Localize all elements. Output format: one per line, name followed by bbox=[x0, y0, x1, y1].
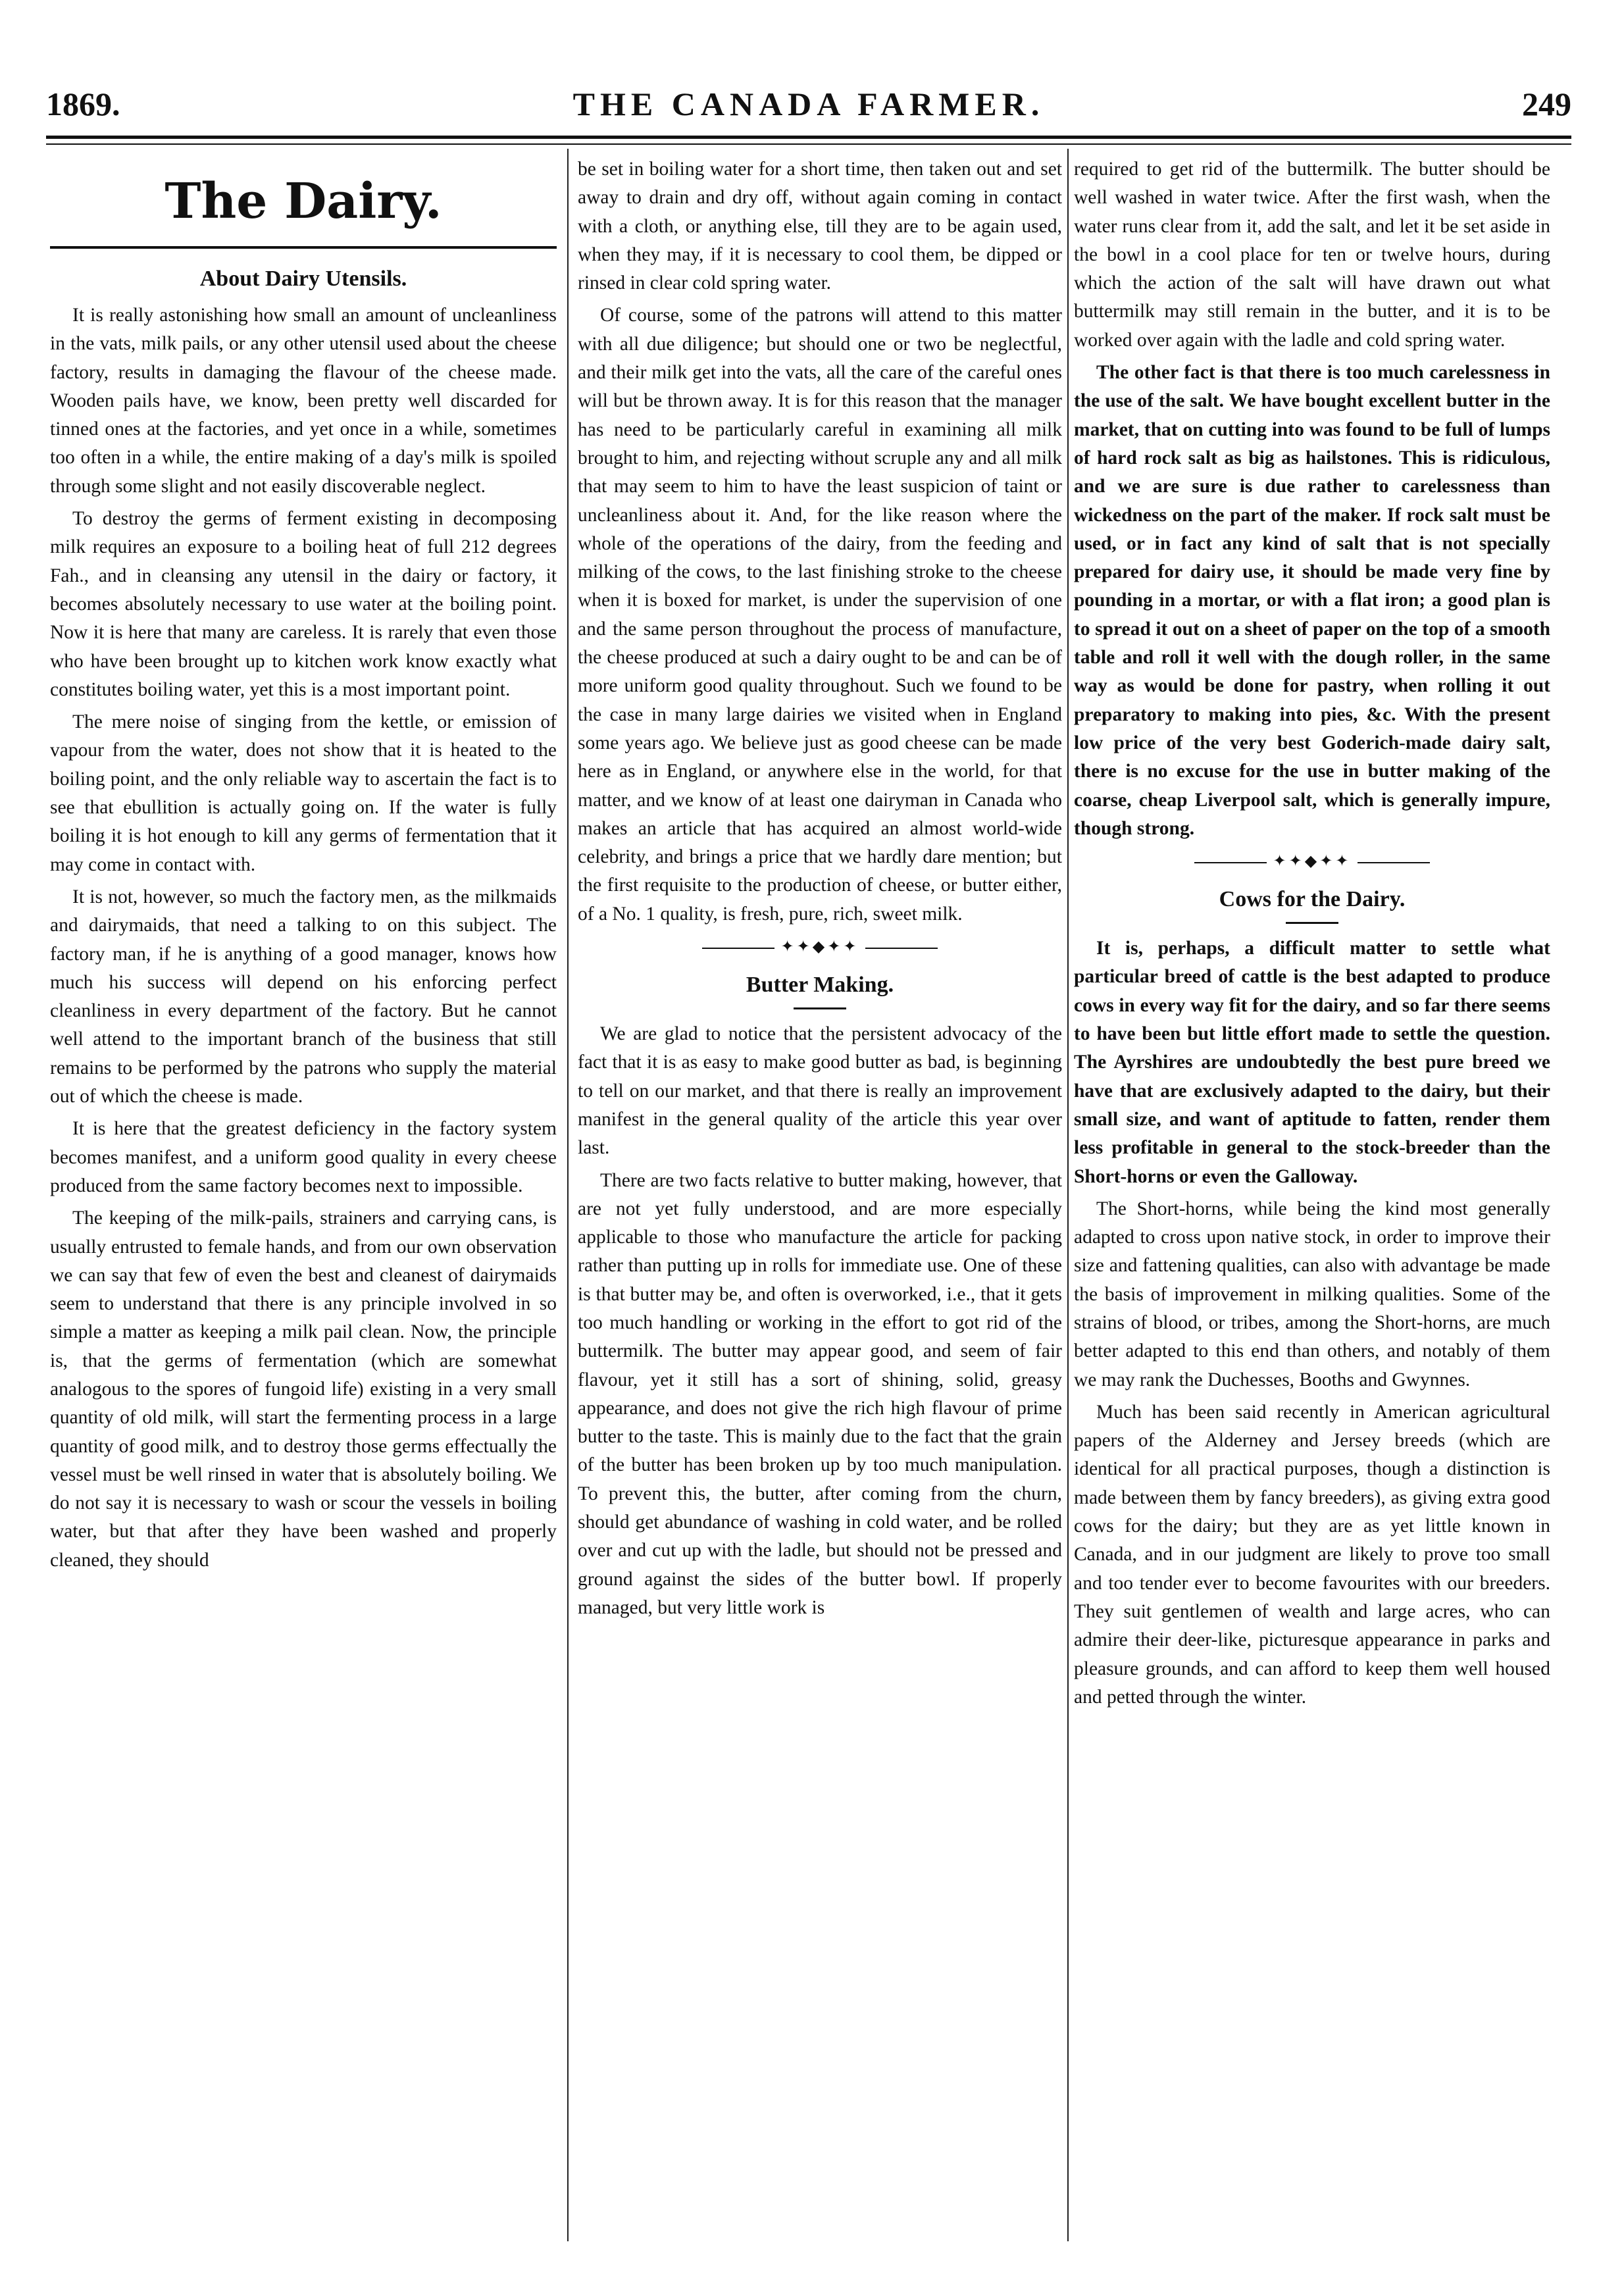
publication-title: THE CANADA FARMER. bbox=[572, 86, 1045, 122]
article-title: About Dairy Utensils. bbox=[199, 267, 407, 291]
column-3 bbox=[1074, 155, 1550, 2261]
masthead-rule-thin bbox=[46, 143, 1571, 145]
article-paragraph: required to get rid of the buttermilk. The butter should be well washed in water twice. After the first wash, when the water runs clear from it, add the salt, and let it be set aside in the bowl in a cool place for ten or twelve hours, during which the action of the salt will have drawn out what buttermilk may still remain in the butter, and it is to be worked over again with the ladle and cold spring water. bbox=[1074, 159, 1550, 351]
article-paragraph: To destroy the germs of ferment existing in decomposing milk requires an exposure to a boiling heat of full 212 degrees Fah., and in cleansing any utensil in the dairy or factory, it becomes absolutely necessary to use water at the boiling point. Now it is here that many are careless. It is rarely that even those who have been brought up to kitchen work know exactly what constitutes boiling water, yet this is a most important point. bbox=[50, 508, 557, 700]
column-1 bbox=[50, 155, 557, 2261]
section-ornament: ✦✦◆✦✦ bbox=[578, 935, 1062, 959]
masthead bbox=[46, 78, 1571, 130]
article-paragraph: It is not, however, so much the factory men, as the milkmaids and dairymaids, that need a talking to on this subject. The factory man, if he is anything of a good manager, knows how much his success will depend on his enforcing perfect cleanliness in every department of the factory. But he cannot well attend to the important branch of the business that still remains to be performed by the patrons who supply the material out of which the cheese is made. bbox=[50, 886, 557, 1107]
article-paragraph: We are glad to notice that the persistent advocacy of the fact that it is as easy to make good butter as bad, is beginning to tell on our market, and that there is really an improvement manifest in the general quality of the article this year over last. bbox=[578, 1023, 1062, 1159]
article-paragraph: It is here that the greatest deficiency in the factory system becomes manifest, and a uniform good quality in every cheese produced from the same factory becomes next to impossible. bbox=[50, 1118, 557, 1196]
title-rule bbox=[1286, 922, 1338, 924]
article-paragraph: There are two facts relative to butter making, however, that are not yet fully understood, and are more especially applicable to those who manufacture the article for packing rather than putting up in rolls for immediate use. One of these is that butter may be, and often is overworked, i.e., that it gets too much handling or working in the effort to got rid of the buttermilk. The butter may appear good, and seem of fair flavour, yet it still has a sort of shining, solid, greasy appearance, and does not give the rich high flavour of prime butter to the taste. This is mainly due to the fact that the grain of the butter has been broken up by too much manipulation. To prevent this, the butter, after coming from the churn, should get abundance of washing in cold water, and be rolled over and cut up with the ladle, but should not be pressed and ground against the sides of the butter bowl. If properly managed, but very little work is bbox=[578, 1169, 1062, 1618]
section-ornament: ✦✦◆✦✦ bbox=[1074, 850, 1550, 873]
issue-year: 1869. bbox=[46, 86, 120, 122]
article-paragraph: The keeping of the milk-pails, strainers and carrying cans, is usually entrusted to female hands, and from our own observation we can say that few of even the best and cleanest of dairymaids seem to understand that there is any principle involved in so simple a matter as keeping a milk pail clean. Now, the principle is, that the germs of fermentation (which are somewhat analogous to the spores of fungoid life) existing in a very small quantity of old milk, will start the fermenting process in a large quantity of good milk, and to destroy those germs effectually the vessel must be well rinsed in water that is absolutely boiling. We do not say it is necessary to wash or scour the vessels in boiling water, but that after they have been washed and properly cleaned, they should bbox=[50, 1208, 557, 1571]
page-number: 249 bbox=[1522, 86, 1571, 122]
section-title: The Dairy. bbox=[165, 173, 442, 230]
article-paragraph: Of course, some of the patrons will attend to this matter with all due diligence; but should one or two be neglectful, and their milk get into the vats, all the care of the careful ones will but be thrown away. It is for this reason that the manager has need to be particularly careful in examining all milk brought to him, and rejecting without scruple any and all milk that may seem to him to have the least suspicion of taint or uncleanliness about it. And, for the like reason where the whole of the operations of the dairy, from the feeding and milking of the cows, to the last finishing stroke to the cheese when it is boxed for market, is under the supervision of one and the same person throughout the process of manufacture, the cheese produced at such a dairy ought to be and can be of more uniform good quality throughout. Such we found to be the case in many large dairies we visited when in England some years ago. We believe just as good cheese can be made here as in England, or anywhere else in the world, for that matter, and we know of at least one dairyman in Canada who makes an article that has acquired an almost world-wide celebrity, and brings a price that we hardly dare mention; but the first requisite to the production of cheese, or butter either, of a No. 1 quality, is fresh, pure, rich, sweet milk. bbox=[578, 305, 1062, 925]
article-title: Cows for the Dairy. bbox=[1219, 887, 1406, 912]
masthead-rule-thick bbox=[46, 136, 1571, 139]
article-paragraph: It is, perhaps, a difficult matter to settle what particular breed of cattle is the best adapted to produce cows in every way fit for the dairy, and so far there seems to have been but little effort made to settle the question. The Ayrshires are undoubtedly the best pure breed we have that are exclusively adapted to the dairy, but their small size, and want of aptitude to fatten, render them less profitable in general to the stock-breeder than the Short-horns or even the Galloway. bbox=[1074, 938, 1550, 1187]
section-rule bbox=[50, 246, 557, 249]
article-paragraph: Much has been said recently in American agricultural papers of the Alderney and Jersey breeds (which are identical for all practical purposes, though a distinction is made between them by fancy breeders), as giving extra good cows for the dairy; but they are as yet little known in Canada, and in our judgment are likely to prove too small and too tender ever to become favourites with our breeders. They suit gentlemen of wealth and large acres, who can admire their deer-like, picturesque appearance in parks and pleasure grounds, and can afford to keep them well housed and petted through the winter. bbox=[1074, 1401, 1550, 1708]
column-2 bbox=[578, 155, 1062, 2261]
column-divider bbox=[1067, 149, 1069, 2241]
title-rule bbox=[794, 1007, 846, 1009]
column-divider bbox=[567, 149, 569, 2241]
article-paragraph: The other fact is that there is too much carelessness in the use of the salt. We have bought excellent butter in the market, that on cutting into was found to be full of lumps of hard rock salt as big as hailstones. This is ridiculous, and we are sure is due rather to carelessness than wickedness on the part of the maker. If rock salt must be used, or in fact any kind of salt that is not specially prepared for dairy use, it should be made very fine by pounding in a mortar, or with a flat iron; a good plan is to spread it out on a sheet of paper on the top of a smooth table and roll it well with the dough roller, in the same way as would be done for pastry, when rolling it out preparatory to making into pies, &c. With the present low price of the very best Goderich-made dairy salt, there is no excuse for the use in butter making of the coarse, cheap Liverpool salt, which is generally impure, though strong. bbox=[1074, 362, 1550, 839]
article-paragraph: The Short-horns, while being the kind most generally adapted to cross upon native stock, in order to improve their size and fattening qualities, can also with advantage be made the basis of improvement in milking qualities. Some of the strains of blood, or tribes, among the Short-horns, are much better adapted to this end than others, and notably of them we may rank the Duchesses, Booths and Gwynnes. bbox=[1074, 1198, 1550, 1390]
article-paragraph: be set in boiling water for a short time, then taken out and set away to drain and dry off, without again coming in contact with a cloth, or anything else, till they are to be again used, when they may, if it is necessary to cool them, be dipped or rinsed in clear cold spring water. bbox=[578, 159, 1062, 294]
article-paragraph: The mere noise of singing from the kettle, or emission of vapour from the water, does not show that it is heated to the boiling point, and the only reliable way to ascertain the fact is to see that ebullition is actually going on. If the water is fully boiling it is hot enough to kill any germs of fermentation that it may come in contact with. bbox=[50, 711, 557, 875]
article-paragraph: It is really astonishing how small an amount of uncleanliness in the vats, milk pails, or any other utensil used about the cheese factory, results in damaging the flavour of the cheese made. Wooden pails have, we know, been pretty well discarded for tinned ones at the factories, and yet once in a while, sometimes too often in a while, the entire making of a day's milk is spoiled through some slight and not easily discoverable neglect. bbox=[50, 305, 557, 497]
article-title: Butter Making. bbox=[746, 973, 894, 998]
